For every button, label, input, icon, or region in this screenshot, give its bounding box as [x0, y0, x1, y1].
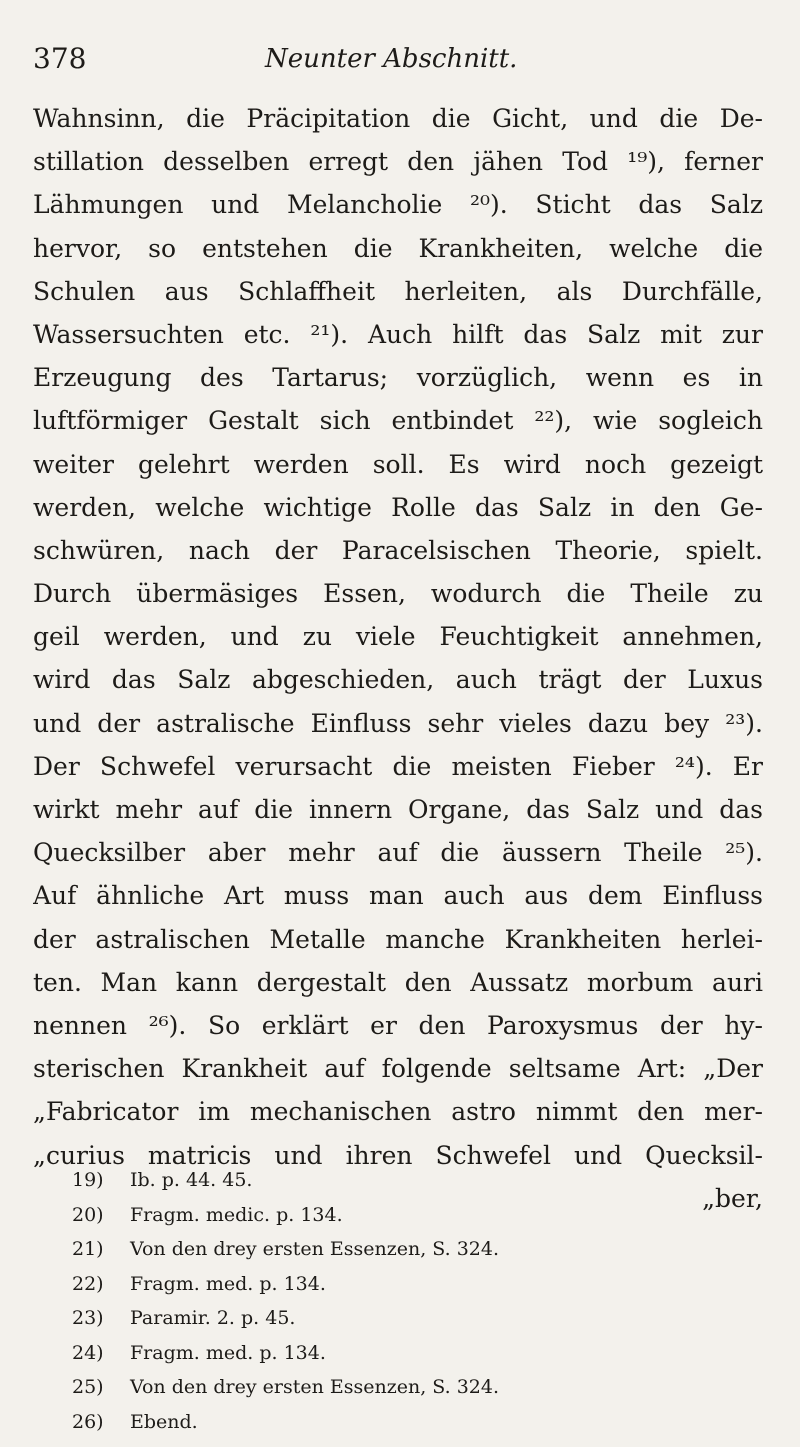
body-text [33, 97, 763, 1220]
body-line: hervor, so entstehen die Krankheiten, welche die [33, 233, 763, 263]
body-line: „Fabricator im mechanischen astro nimmt den mer- [33, 1097, 763, 1127]
body-line: Wassersuchten etc. ²¹). Auch hilft das Salz mit zur [33, 319, 763, 349]
body-line: Schulen aus Schlaffheit herleiten, als Durchfälle, [33, 276, 763, 306]
body-line: Lähmungen und Melancholie ²⁰). Sticht das Salz [33, 190, 763, 220]
body-line: „curius matricis und ihren Schwefel und Quecksil- [33, 1140, 763, 1170]
footnote [72, 1163, 712, 1198]
footnote-number: 22) [72, 1272, 104, 1295]
body-line: Durch übermäsiges Essen, wodurch die Theile zu [33, 579, 763, 609]
footnotes [72, 1163, 712, 1439]
body-line: Erzeugung des Tartarus; vorzüglich, wenn es in [33, 363, 763, 393]
body-line: werden, welche wichtige Rolle das Salz in den Ge- [33, 492, 763, 522]
footnote-number: 25) [72, 1376, 104, 1398]
footnote [72, 1267, 712, 1302]
footnote-text: Fragm. med. p. 134. [130, 1341, 326, 1364]
body-line: ten. Man kann dergestalt den Aussatz morbum auri [33, 967, 763, 997]
body-line: geil werden, und zu viele Feuchtigkeit annehmen, [33, 622, 763, 652]
body-line: Auf ähnliche Art muss man auch aus dem Einfluss [33, 881, 763, 911]
body-line: sterischen Krankheit auf folgende seltsame Art: „Der [33, 1054, 763, 1084]
footnote-number: 23) [72, 1307, 104, 1329]
body-line: Quecksilber aber mehr auf die äussern Theile ²⁵). [33, 838, 763, 868]
footnote [72, 1232, 712, 1267]
footnote-text: Fragm. medic. p. 134. [130, 1203, 343, 1226]
body-line: Der Schwefel verursacht die meisten Fieber ²⁴). Er [33, 751, 763, 781]
body-line: und der astralische Einfluss sehr vieles dazu bey ²³). [33, 708, 763, 738]
footnote-text: Von den drey ersten Essenzen, S. 324. [130, 1238, 500, 1260]
body-line: „ber, [702, 1183, 763, 1213]
footnote-text: Von den drey ersten Essenzen, S. 324. [130, 1376, 500, 1398]
footnote [72, 1198, 712, 1233]
page-header [33, 42, 760, 82]
body-line: luftförmiger Gestalt sich entbindet ²²), wie sogleich [33, 406, 763, 436]
footnote-number: 21) [72, 1238, 104, 1260]
body-line: stillation desselben erregt den jähen Tod ¹⁹), ferner [33, 147, 763, 177]
footnote [72, 1336, 712, 1371]
footnote-text: Ebend. [130, 1410, 198, 1433]
body-line: der astralischen Metalle manche Krankheiten herlei- [33, 924, 763, 954]
footnote [72, 1405, 712, 1440]
page-number: 378 [33, 42, 87, 75]
footnote-number: 24) [72, 1341, 104, 1364]
body-line: nennen ²⁶). So erklärt er den Paroxysmus der hy- [33, 1010, 763, 1040]
footnote-text: Fragm. med. p. 134. [130, 1272, 326, 1295]
footnote-number: 19) [72, 1169, 104, 1191]
footnote [72, 1301, 712, 1336]
footnote [72, 1370, 712, 1405]
body-line: Wahnsinn, die Präcipitation die Gicht, und die De- [33, 104, 763, 133]
body-line: schwüren, nach der Paracelsischen Theorie, spielt. [33, 535, 763, 565]
running-head: Neunter Abschnitt. [265, 44, 518, 74]
body-line: wird das Salz abgeschieden, auch trägt der Luxus [33, 665, 763, 695]
footnote-text: Ib. p. 44. 45. [130, 1169, 253, 1191]
footnote-number: 20) [72, 1203, 104, 1226]
body-line: weiter gelehrt werden soll. Es wird noch gezeigt [33, 449, 763, 479]
body-line: wirkt mehr auf die innern Organe, das Salz und das [33, 795, 763, 824]
footnote-text: Paramir. 2. p. 45. [130, 1307, 296, 1329]
footnote-number: 26) [72, 1410, 104, 1433]
